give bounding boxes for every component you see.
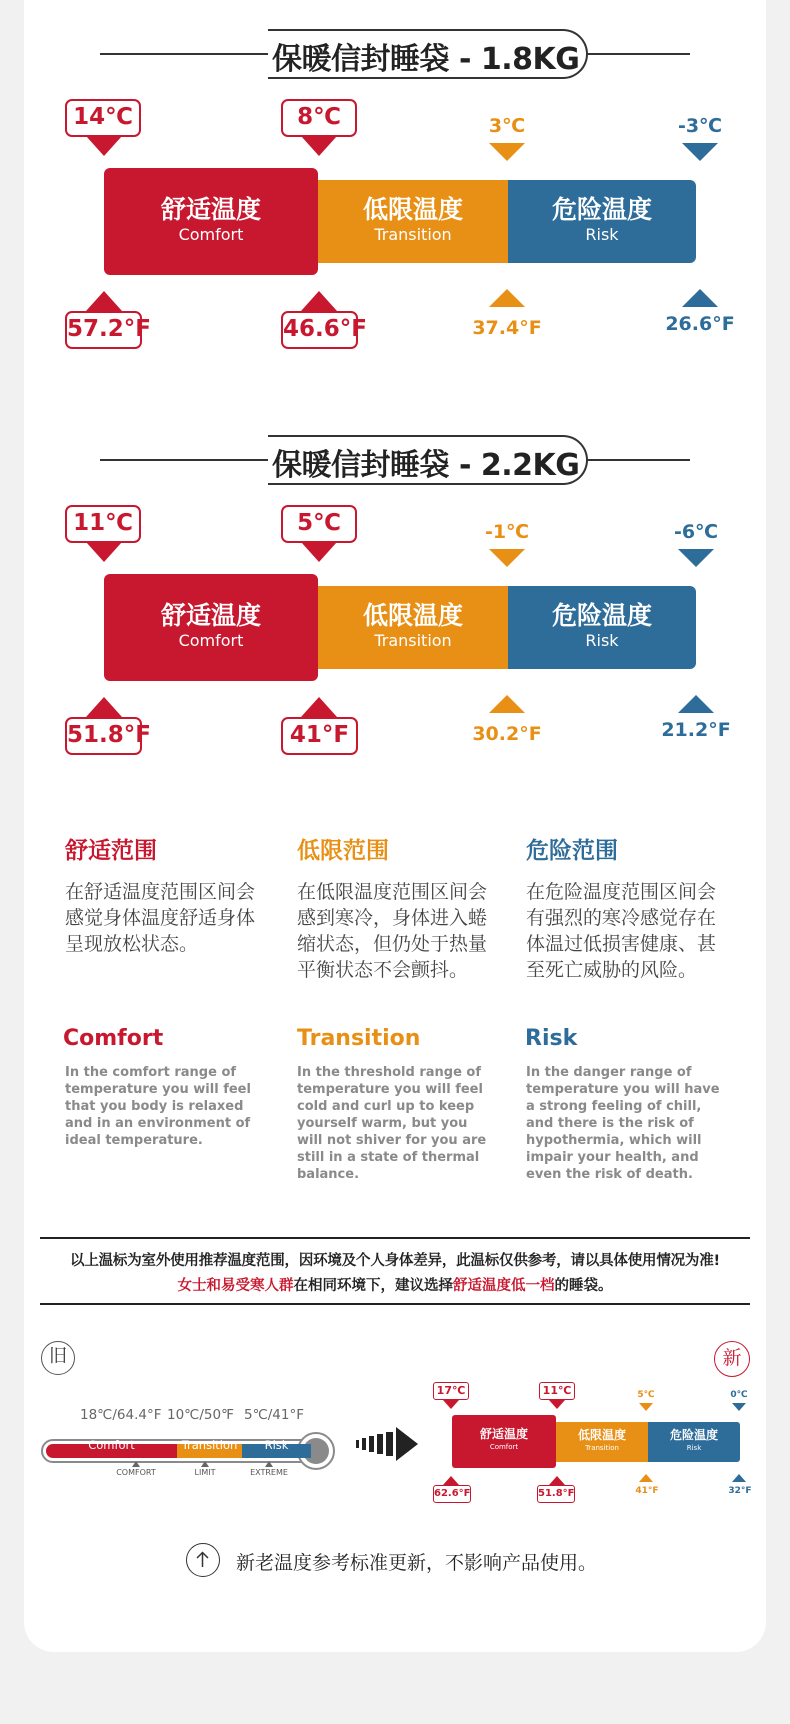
risk-up-pointer bbox=[489, 695, 525, 713]
old-temp-1: 18℃/64.4°F bbox=[80, 1407, 162, 1423]
new-limit-up-pointer bbox=[549, 1476, 565, 1485]
risk-en-title: Risk bbox=[525, 1026, 578, 1051]
notice-rule-bottom bbox=[40, 1303, 750, 1305]
new-risk-fahrenheit-label: 41°F bbox=[635, 1486, 659, 1496]
comfort-up-pointer bbox=[86, 697, 122, 717]
new-risk-up-pointer bbox=[639, 1474, 653, 1482]
risk-up-pointer bbox=[489, 289, 525, 307]
old-bar-transition: Transition bbox=[181, 1438, 238, 1452]
new-transition-segment bbox=[556, 1422, 648, 1462]
notice-text-end: 的睡袋。 bbox=[554, 1278, 613, 1294]
risk-fahrenheit-label: 30.2°F bbox=[472, 723, 542, 745]
new-comfort-celsius-box: 17℃ bbox=[433, 1382, 469, 1400]
notice-line-1: 以上温标为室外使用推荐温度范围，因环境及个人身体差异，此温标仅供参考，请以具体使用情况为准! bbox=[70, 1253, 720, 1269]
new-risk-en: Risk bbox=[686, 1444, 702, 1452]
limit-celsius-box: 8℃ bbox=[281, 99, 357, 137]
risk-range-text: 在危险温度范围区间会有强烈的寒冷感觉存在体温过低损害健康、甚至死亡威胁的风险。 bbox=[526, 881, 717, 981]
comfort-range-title: 舒适范围 bbox=[65, 838, 157, 864]
old-tick-3 bbox=[265, 1461, 273, 1467]
new-risk-celsius-label: 5℃ bbox=[637, 1390, 655, 1400]
new-extreme-celsius-label: 0℃ bbox=[730, 1390, 748, 1400]
extreme-pointer bbox=[678, 549, 714, 567]
title-rule-right bbox=[586, 53, 690, 55]
old-tick-label-limit: LIMIT bbox=[194, 1468, 216, 1477]
old-tick-1 bbox=[132, 1461, 140, 1467]
notice-line-2 bbox=[40, 1274, 750, 1295]
comfort-en-title: Comfort bbox=[63, 1026, 164, 1051]
new-risk-cn: 危险温度 bbox=[669, 1428, 718, 1442]
new-comfort-pointer bbox=[443, 1400, 459, 1409]
right-arrow-icon bbox=[356, 1427, 418, 1461]
limit-fahrenheit-box: 46.6°F bbox=[281, 311, 358, 349]
limit-up-pointer bbox=[301, 291, 337, 311]
comfort-pointer bbox=[86, 542, 122, 562]
transition-segment: 低限温度 Transition bbox=[318, 180, 508, 263]
title-rule-left bbox=[100, 459, 270, 461]
limit-fahrenheit-box: 41°F bbox=[281, 717, 358, 755]
comfort-range-text: 在舒适温度范围区间会感觉身体温度舒适身体呈现放松状态。 bbox=[65, 881, 256, 955]
new-comfort-fahrenheit-box: 62.6°F bbox=[433, 1485, 471, 1503]
notice-rule-top bbox=[40, 1237, 750, 1239]
limit-celsius-box: 5℃ bbox=[281, 505, 357, 543]
new-risk-segment bbox=[648, 1422, 740, 1462]
comfort-celsius-box: 11℃ bbox=[65, 505, 141, 543]
comfort-en-text: In the comfort range of temperature you will feel that you body is relaxed and in an environment of ideal temperature. bbox=[65, 1065, 251, 1148]
risk-segment: 危险温度 Risk bbox=[508, 586, 696, 669]
new-limit-celsius-box: 11℃ bbox=[539, 1382, 575, 1400]
limit-pointer bbox=[301, 136, 337, 156]
transition-en-title: Transition bbox=[297, 1026, 421, 1051]
new-extreme-up-pointer bbox=[732, 1474, 746, 1482]
transition-range-title: 低限范围 bbox=[297, 838, 389, 864]
transition-en-text: In the threshold range of temperature you will feel cold and curl up to keep yourself warm, but you will not shiver for you are still in a state of thermal balance. bbox=[297, 1065, 487, 1182]
new-risk-pointer bbox=[639, 1403, 653, 1411]
extreme-up-pointer bbox=[678, 695, 714, 713]
new-limit-pointer bbox=[549, 1400, 565, 1409]
risk-segment: 危险温度 Risk bbox=[508, 180, 696, 263]
risk-celsius-label: 3℃ bbox=[488, 115, 526, 137]
section-title: 保暖信封睡袋 - 1.8KG bbox=[272, 42, 580, 77]
new-comfort-segment bbox=[452, 1415, 556, 1468]
comfort-up-pointer bbox=[86, 291, 122, 311]
extreme-celsius-label: -3℃ bbox=[677, 115, 723, 137]
title-rule-right bbox=[586, 459, 690, 461]
new-comfort-cn: 舒适温度 bbox=[479, 1427, 528, 1441]
new-badge bbox=[714, 1341, 750, 1377]
new-limit-fahrenheit-box: 51.8°F bbox=[537, 1485, 575, 1503]
section-title: 保暖信封睡袋 - 2.2KG bbox=[272, 448, 580, 483]
new-comfort-en: Comfort bbox=[489, 1443, 519, 1451]
new-transition-en: Transition bbox=[585, 1444, 619, 1452]
new-transition-cn: 低限温度 bbox=[577, 1428, 626, 1442]
notice-emphasis-comfort: 舒适温度低一档 bbox=[453, 1278, 555, 1294]
risk-pointer bbox=[489, 143, 525, 161]
risk-celsius-label: -1℃ bbox=[484, 521, 530, 543]
comfort-segment: 舒适温度 Comfort bbox=[104, 574, 318, 681]
old-bar-risk: Risk bbox=[264, 1438, 289, 1452]
new-extreme-fahrenheit-label: 32°F bbox=[728, 1486, 752, 1496]
extreme-fahrenheit-label: 26.6°F bbox=[665, 313, 735, 335]
comfort-celsius-box: 14℃ bbox=[65, 99, 141, 137]
extreme-up-pointer bbox=[682, 289, 718, 307]
old-temp-3: 5℃/41°F bbox=[244, 1407, 304, 1423]
new-badge-label: 新 bbox=[722, 1347, 742, 1369]
notice-text: 在相同环境下，建议选择 bbox=[293, 1278, 453, 1294]
comfort-fahrenheit-box: 57.2°F bbox=[65, 311, 142, 349]
extreme-pointer bbox=[682, 143, 718, 161]
old-tick-2 bbox=[201, 1461, 209, 1467]
extreme-celsius-label: -6℃ bbox=[673, 521, 719, 543]
old-bar-comfort: Comfort bbox=[88, 1438, 135, 1452]
notice-emphasis-group: 女士和易受寒人群 bbox=[177, 1278, 294, 1294]
comfort-segment: 舒适温度 Comfort bbox=[104, 168, 318, 275]
comfort-pointer bbox=[86, 136, 122, 156]
up-arrow-icon bbox=[186, 1543, 220, 1577]
risk-pointer bbox=[489, 549, 525, 567]
title-rule-left bbox=[100, 53, 270, 55]
footer-note-text: 新老温度参考标准更新，不影响产品使用。 bbox=[236, 1552, 598, 1574]
new-comfort-up-pointer bbox=[443, 1476, 459, 1485]
new-extreme-pointer bbox=[732, 1403, 746, 1411]
old-tick-label-comfort: COMFORT bbox=[116, 1468, 156, 1477]
limit-pointer bbox=[301, 542, 337, 562]
risk-range-title: 危险范围 bbox=[526, 838, 618, 864]
comfort-fahrenheit-box: 51.8°F bbox=[65, 717, 142, 755]
old-badge bbox=[41, 1341, 75, 1375]
old-badge-label: 旧 bbox=[49, 1346, 67, 1367]
risk-en-text: In the danger range of temperature you will have a strong feeling of chill, and there is the risk of hypothermia, which will impair your health, and even the risk of death. bbox=[526, 1065, 720, 1182]
limit-up-pointer bbox=[301, 697, 337, 717]
risk-fahrenheit-label: 37.4°F bbox=[472, 317, 542, 339]
old-tick-label-extreme: EXTREME bbox=[250, 1468, 288, 1477]
transition-segment: 低限温度 Transition bbox=[318, 586, 508, 669]
extreme-fahrenheit-label: 21.2°F bbox=[661, 719, 731, 741]
old-temp-2: 10℃/50℉ bbox=[167, 1407, 234, 1423]
transition-range-text: 在低限温度范围区间会感到寒冷，身体进入蜷缩状态，但仍处于热量平衡状态不会颤抖。 bbox=[297, 881, 488, 981]
